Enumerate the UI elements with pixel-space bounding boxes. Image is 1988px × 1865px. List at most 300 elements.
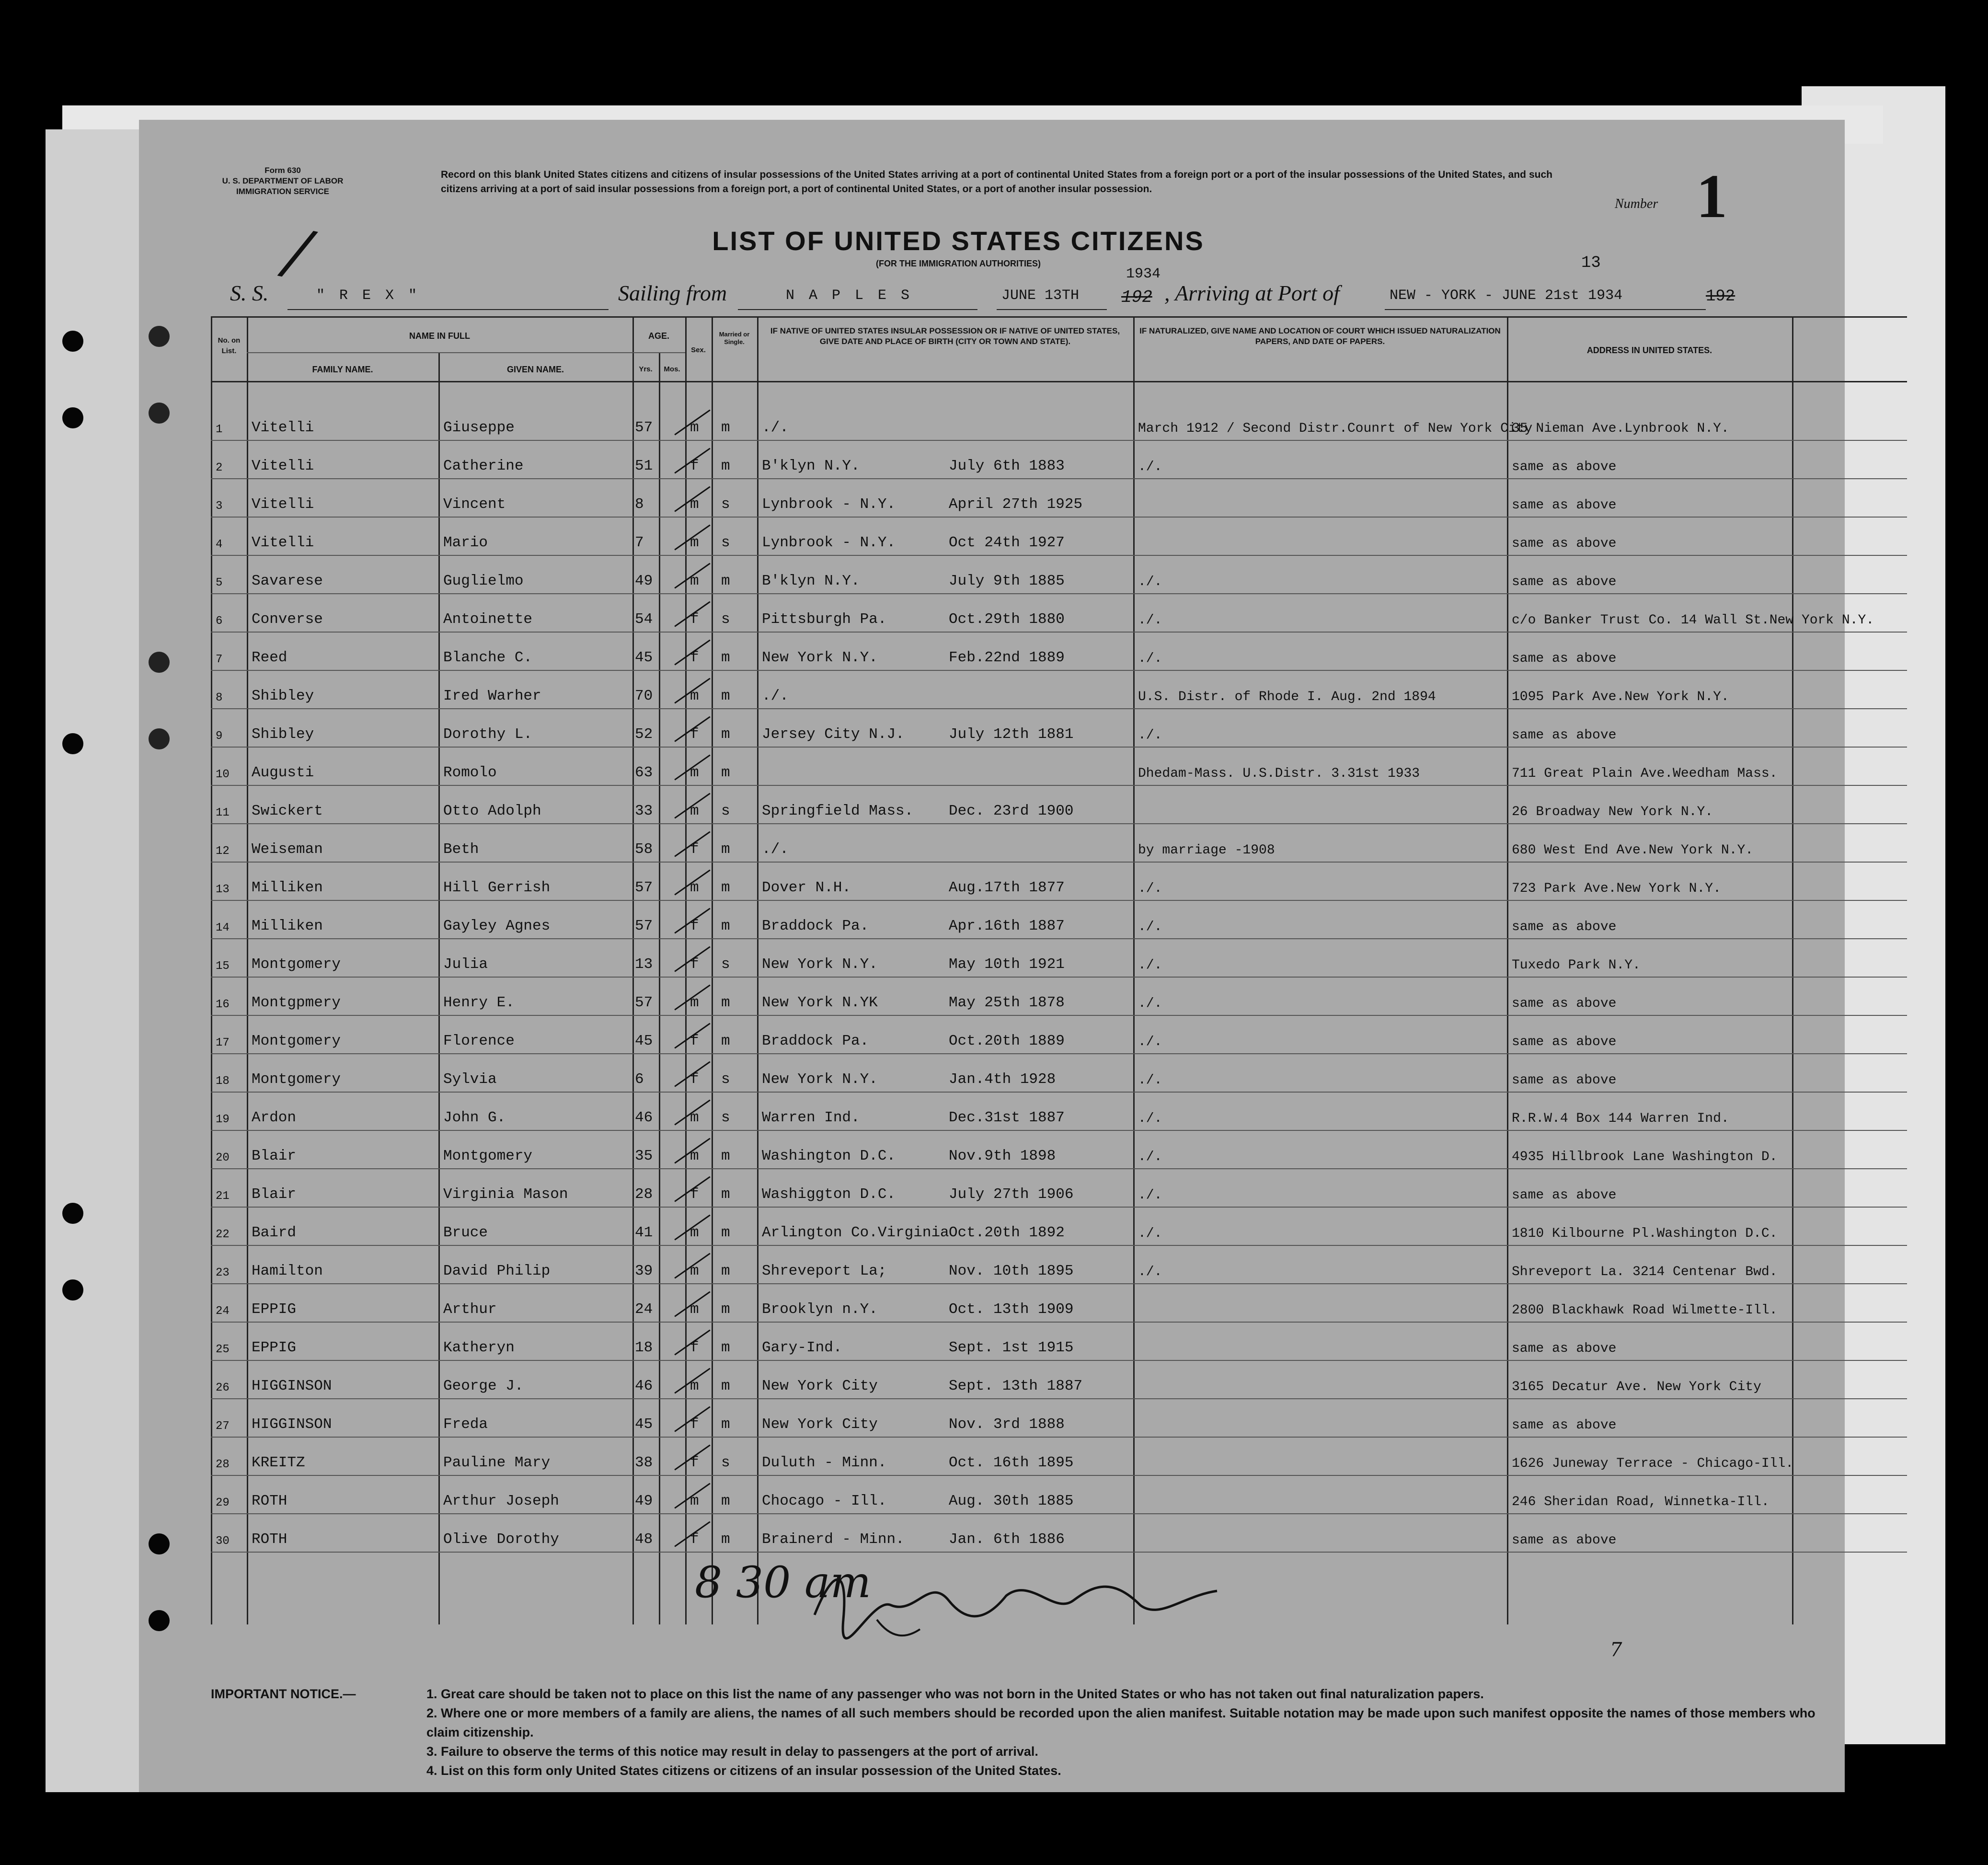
family-name: HIGGINSON	[252, 1416, 332, 1433]
age-years: 58	[635, 841, 653, 858]
table-row	[139, 786, 1835, 824]
given-name: Virginia Mason	[443, 1186, 568, 1203]
marital-status: s	[721, 611, 730, 628]
address: same as above	[1512, 1035, 1617, 1049]
birth-date: Oct. 16th 1895	[949, 1454, 1074, 1471]
important-notice: IMPORTANT NOTICE.— 1. Great care should be taken not to place on this list the name of any passenger who was not born in the United States or who has not taken out final naturalization papers. 2. Where one or more members of a family are aliens, the names of all such members should be recorded upon the alien manifest. Suitable notation may be made upon such manifest opposite the names of those members who claim citizenship. 3. Failure to observe the terms of this notice may result in delay to passengers at the port of arrival. 4. List on this form only United States citizens or citizens of an insular possession of the United States.	[211, 1684, 1840, 1780]
punch-hole	[62, 407, 83, 428]
given-name: Mario	[443, 534, 488, 551]
marital-status: m	[721, 419, 730, 436]
age-years: 46	[635, 1109, 653, 1126]
name-subheader-rule	[247, 352, 632, 353]
age-years: 45	[635, 1416, 653, 1433]
address: same as above	[1512, 1073, 1617, 1088]
table-row	[139, 556, 1835, 594]
marital-status: s	[721, 496, 730, 513]
sex: m	[690, 1148, 699, 1164]
given-name: Arthur	[443, 1301, 497, 1318]
punch-hole	[62, 1203, 83, 1224]
age-years: 51	[635, 458, 653, 474]
sex: m	[690, 534, 699, 551]
page-title: LIST OF UNITED STATES CITIZENS	[712, 226, 1205, 256]
given-name: Romolo	[443, 764, 497, 781]
given-name: Katheryn	[443, 1339, 515, 1356]
corner-mark: /	[280, 214, 316, 290]
row-number: 7	[216, 653, 223, 666]
birth-place: Springfield Mass.	[762, 803, 914, 819]
birth-place: ./.	[762, 419, 789, 436]
marital-status: m	[721, 458, 730, 474]
sex: m	[690, 1263, 699, 1279]
table-row	[139, 1093, 1835, 1131]
sex: m	[690, 879, 699, 896]
naturalization-court: ./.	[1138, 1188, 1162, 1203]
family-name: Swickert	[252, 803, 323, 819]
birth-place: New York N.YK	[762, 994, 878, 1011]
sex: f	[690, 1339, 699, 1356]
ship-underline	[287, 309, 609, 310]
sex: f	[690, 611, 699, 628]
marital-status: s	[721, 1071, 730, 1088]
sex: m	[690, 1493, 699, 1509]
age-years: 39	[635, 1263, 653, 1279]
birth-place: Shreveport La;	[762, 1263, 887, 1279]
handwritten-time: 8 30 am	[695, 1557, 871, 1608]
address: 723 Park Ave.New York N.Y.	[1512, 881, 1721, 896]
row-number: 26	[216, 1381, 230, 1394]
table-row	[139, 1399, 1835, 1438]
address: 26 Broadway New York N.Y.	[1512, 805, 1713, 819]
row-number: 20	[216, 1151, 230, 1164]
marital-status: m	[721, 649, 730, 666]
sailing-date: JUNE 13TH	[1001, 288, 1080, 304]
birth-date: Sept. 1st 1915	[949, 1339, 1074, 1356]
birth-place: Washington D.C.	[762, 1148, 896, 1164]
birth-place: New York N.Y.	[762, 649, 878, 666]
department-name: U. S. DEPARTMENT OF LABOR	[222, 176, 344, 185]
birth-date: Nov. 3rd 1888	[949, 1416, 1065, 1433]
address: R.R.W.4 Box 144 Warren Ind.	[1512, 1111, 1729, 1126]
address: same as above	[1512, 460, 1617, 474]
age-years: 63	[635, 764, 653, 781]
birth-date: July 6th 1883	[949, 458, 1065, 474]
binding-margin	[46, 129, 139, 1792]
table-row	[139, 748, 1835, 786]
port-from-underline	[738, 309, 977, 310]
age-years: 46	[635, 1378, 653, 1394]
birth-date: Nov.9th 1898	[949, 1148, 1056, 1164]
sex: m	[690, 419, 699, 436]
sex: f	[690, 1033, 699, 1049]
birth-place: Jersey City N.J.	[762, 726, 905, 743]
punch-hole	[62, 331, 83, 352]
row-number: 27	[216, 1420, 230, 1433]
sex: f	[690, 649, 699, 666]
table-row	[139, 863, 1835, 901]
marital-status: m	[721, 726, 730, 743]
address: 711 Great Plain Ave.Weedham Mass.	[1512, 766, 1778, 781]
marital-status: m	[721, 1339, 730, 1356]
row-number: 6	[216, 615, 223, 628]
table-row	[139, 671, 1835, 709]
birth-date: Dec. 23rd 1900	[949, 803, 1074, 819]
given-name: Hill Gerrish	[443, 879, 551, 896]
naturalization-court: ./.	[1138, 1265, 1162, 1279]
naturalization-court: ./.	[1138, 728, 1162, 743]
sex: m	[690, 1224, 699, 1241]
row-number: 13	[216, 883, 230, 896]
birth-place: B'klyn N.Y.	[762, 458, 860, 474]
naturalization-court: ./.	[1138, 920, 1162, 934]
row-number: 24	[216, 1305, 230, 1318]
birth-date: July 12th 1881	[949, 726, 1074, 743]
naturalization-court: ./.	[1138, 881, 1162, 896]
sex: f	[690, 841, 699, 858]
passenger-table	[139, 316, 1874, 1634]
marital-status: m	[721, 688, 730, 704]
year-printed: 192	[1121, 288, 1152, 307]
family-name: Montgomery	[252, 956, 341, 973]
row-number: 21	[216, 1190, 230, 1203]
marital-status: m	[721, 764, 730, 781]
birth-date: July 27th 1906	[949, 1186, 1074, 1203]
given-name: Beth	[443, 841, 479, 858]
address: c/o Banker Trust Co. 14 Wall St.New York N.Y.	[1512, 613, 1874, 628]
form-number: Form 630	[264, 166, 301, 175]
family-name: Vitelli	[252, 458, 314, 474]
naturalization-court: ./.	[1138, 996, 1162, 1011]
family-name: Blair	[252, 1148, 297, 1164]
row-number: 19	[216, 1113, 230, 1126]
sex: f	[690, 1531, 699, 1548]
notice-heading: IMPORTANT NOTICE.	[211, 1687, 343, 1701]
sex: f	[690, 1186, 699, 1203]
address: 3165 Decatur Ave. New York City	[1512, 1380, 1761, 1394]
given-name: Blanche C.	[443, 649, 533, 666]
marital-status: m	[721, 1531, 730, 1548]
sex: m	[690, 573, 699, 589]
birth-date: July 9th 1885	[949, 573, 1065, 589]
table-row	[139, 1131, 1835, 1169]
sex: m	[690, 803, 699, 819]
row-number: 4	[216, 538, 223, 551]
col-header-sex: Sex.	[691, 346, 706, 354]
age-years: 45	[635, 1033, 653, 1049]
page-mark: 13	[1581, 254, 1601, 272]
naturalization-court: ./.	[1138, 1073, 1162, 1088]
table-row	[139, 441, 1835, 479]
col-header-birth: IF NATIVE OF UNITED STATES INSULAR POSSESSION OR IF NATIVE OF UNITED STATES, GIVE DATE AND PLACE OF BIRTH (CITY OR TOWN AND STATE).	[770, 326, 1120, 346]
col-header-naturalized: IF NATURALIZED, GIVE NAME AND LOCATION OF COURT WHICH ISSUED NATURALIZATION PAPERS, AND DATE OF PAPERS.	[1139, 326, 1501, 346]
naturalization-court: ./.	[1138, 651, 1162, 666]
punch-hole	[62, 1279, 83, 1301]
table-row	[139, 978, 1835, 1016]
family-name: Milliken	[252, 879, 323, 896]
marital-status: s	[721, 803, 730, 819]
given-name: Catherine	[443, 458, 524, 474]
birth-date: Feb.22nd 1889	[949, 649, 1065, 666]
birth-place: B'klyn N.Y.	[762, 573, 860, 589]
col-header-no: No. on List.	[218, 336, 241, 355]
row-number: 9	[216, 730, 223, 743]
birth-place: Braddock Pa.	[762, 918, 869, 934]
age-years: 54	[635, 611, 653, 628]
naturalization-court: March 1912 / Second Distr.Counrt of New York City	[1138, 421, 1533, 436]
given-name: Antoinette	[443, 611, 533, 628]
row-number: 15	[216, 960, 230, 973]
row-number: 3	[216, 500, 223, 513]
sex: f	[690, 956, 699, 973]
table-row	[139, 403, 1835, 441]
family-name: Augusti	[252, 764, 314, 781]
age-years: 48	[635, 1531, 653, 1548]
address: 35 Nieman Ave.Lynbrook N.Y.	[1512, 421, 1729, 436]
marital-status: m	[721, 879, 730, 896]
given-name: Bruce	[443, 1224, 488, 1241]
col-header-family: FAMILY NAME.	[312, 365, 373, 374]
header-bottom-rule	[211, 381, 1907, 382]
age-years: 41	[635, 1224, 653, 1241]
given-name: Dorothy L.	[443, 726, 533, 743]
age-years: 57	[635, 994, 653, 1011]
family-name: KREITZ	[252, 1454, 305, 1471]
sex: f	[690, 1416, 699, 1433]
birth-place: Braddock Pa.	[762, 1033, 869, 1049]
family-name: Reed	[252, 649, 287, 666]
birth-place: New York City	[762, 1378, 878, 1394]
birth-date: Sept. 13th 1887	[949, 1378, 1083, 1394]
port-from: N A P L E S	[786, 288, 913, 304]
address: same as above	[1512, 575, 1617, 589]
col-header-name: NAME IN FULL	[409, 331, 470, 341]
row-number: 25	[216, 1343, 230, 1356]
family-name: Montgomery	[252, 1033, 341, 1049]
given-name: Henry E.	[443, 994, 515, 1011]
table-row	[139, 824, 1835, 863]
marital-status: s	[721, 956, 730, 973]
row-number: 12	[216, 845, 230, 858]
given-name: Freda	[443, 1416, 488, 1433]
row-number: 30	[216, 1535, 230, 1548]
table-row	[139, 1054, 1835, 1093]
age-years: 70	[635, 688, 653, 704]
given-name: Julia	[443, 956, 488, 973]
table-row	[139, 1208, 1835, 1246]
address: same as above	[1512, 1341, 1617, 1356]
family-name: Shibley	[252, 726, 314, 743]
row-number: 2	[216, 461, 223, 474]
family-name: Vitelli	[252, 419, 314, 436]
sailing-label: Sailing from	[618, 281, 727, 305]
birth-date: Oct 24th 1927	[949, 534, 1065, 551]
birth-place: ./.	[762, 841, 789, 858]
marital-status: m	[721, 1378, 730, 1394]
family-name: EPPIG	[252, 1339, 297, 1356]
table-row	[139, 1438, 1835, 1476]
birth-date: Dec.31st 1887	[949, 1109, 1065, 1126]
age-years: 57	[635, 918, 653, 934]
sex: m	[690, 994, 699, 1011]
given-name: Otto Adolph	[443, 803, 541, 819]
list-number: 1	[1696, 162, 1727, 231]
given-name: George J.	[443, 1378, 524, 1394]
table-row	[139, 594, 1874, 633]
birth-date: Oct.20th 1889	[949, 1033, 1065, 1049]
col-header-mos: Mos.	[664, 365, 680, 373]
row-number: 10	[216, 768, 230, 781]
address: 1626 Juneway Terrace - Chicago-Ill.	[1512, 1456, 1794, 1471]
col-header-yrs: Yrs.	[639, 365, 653, 373]
age-years: 52	[635, 726, 653, 743]
marital-status: m	[721, 841, 730, 858]
birth-date: Jan.4th 1928	[949, 1071, 1056, 1088]
address: same as above	[1512, 920, 1617, 934]
given-name: Montgomery	[443, 1148, 533, 1164]
sex: m	[690, 688, 699, 704]
address: same as above	[1512, 1418, 1617, 1433]
naturalization-court: ./.	[1138, 613, 1162, 628]
naturalization-court: ./.	[1138, 1150, 1162, 1164]
birth-place: New York N.Y.	[762, 1071, 878, 1088]
row-number: 5	[216, 576, 223, 589]
marital-status: m	[721, 1186, 730, 1203]
birth-date: May 10th 1921	[949, 956, 1065, 973]
given-name: Olive Dorothy	[443, 1531, 559, 1548]
birth-place: Brainerd - Minn.	[762, 1531, 905, 1548]
row-number: 23	[216, 1266, 230, 1279]
age-years: 33	[635, 803, 653, 819]
marital-status: m	[721, 1033, 730, 1049]
birth-date: Apr.16th 1887	[949, 918, 1065, 934]
year-written: 1934	[1126, 266, 1161, 282]
birth-place: Lynbrook - N.Y.	[762, 534, 896, 551]
birth-date: Aug. 30th 1885	[949, 1493, 1074, 1509]
address: 1095 Park Ave.New York N.Y.	[1512, 690, 1729, 704]
given-name: Guglielmo	[443, 573, 524, 589]
address: same as above	[1512, 536, 1617, 551]
family-name: Vitelli	[252, 496, 314, 513]
row-number: 29	[216, 1497, 230, 1509]
table-row	[139, 1246, 1835, 1284]
col-header-age: AGE.	[648, 331, 669, 341]
sex: m	[690, 1301, 699, 1318]
row-number: 16	[216, 998, 230, 1011]
sex: f	[690, 458, 699, 474]
family-name: Weiseman	[252, 841, 323, 858]
address: 1810 Kilbourne Pl.Washington D.C.	[1512, 1226, 1778, 1241]
table-row	[139, 1323, 1835, 1361]
marital-status: s	[721, 1454, 730, 1471]
family-name: Montgomery	[252, 1071, 341, 1088]
address: same as above	[1512, 498, 1617, 513]
address: 2800 Blackhawk Road Wilmette-Ill.	[1512, 1303, 1778, 1318]
birth-date: Oct. 13th 1909	[949, 1301, 1074, 1318]
sex: f	[690, 1454, 699, 1471]
family-name: ROTH	[252, 1531, 287, 1548]
family-name: ROTH	[252, 1493, 287, 1509]
age-years: 18	[635, 1339, 653, 1356]
footer-mark: 7	[1610, 1639, 1622, 1661]
notice-item: 2. Where one or more members of a family are aliens, the names of all such members should be recorded upon the alien manifest. Suitable notation may be made upon such manifest opposite the names of those members who claim citizenship.	[426, 1706, 1816, 1739]
address: Shreveport La. 3214 Centenar Bwd.	[1512, 1265, 1778, 1279]
naturalization-court: ./.	[1138, 1226, 1162, 1241]
birth-date: Oct.29th 1880	[949, 611, 1065, 628]
marital-status: m	[721, 1148, 730, 1164]
marital-status: m	[721, 1263, 730, 1279]
given-name: Arthur Joseph	[443, 1493, 559, 1509]
marital-status: s	[721, 1109, 730, 1126]
family-name: Ardon	[252, 1109, 297, 1126]
birth-place: Lynbrook - N.Y.	[762, 496, 896, 513]
notice-item: 4. List on this form only United States citizens or citizens of an insular possession of the United States.	[426, 1763, 1061, 1778]
marital-status: m	[721, 1416, 730, 1433]
birth-place: ./.	[762, 688, 789, 704]
birth-place: Dover N.H.	[762, 879, 851, 896]
table-row	[139, 479, 1835, 518]
port-to: NEW - YORK - JUNE 21st 1934	[1390, 288, 1623, 304]
age-years: 38	[635, 1454, 653, 1471]
punch-hole	[62, 733, 83, 754]
birth-date: Aug.17th 1877	[949, 879, 1065, 896]
birth-place: Chocago - Ill.	[762, 1493, 887, 1509]
sex: m	[690, 496, 699, 513]
family-name: Blair	[252, 1186, 297, 1203]
family-name: Savarese	[252, 573, 323, 589]
naturalization-court: ./.	[1138, 1111, 1162, 1126]
naturalization-court: ./.	[1138, 1035, 1162, 1049]
row-number: 14	[216, 921, 230, 934]
age-years: 13	[635, 956, 653, 973]
year-end: 192	[1706, 288, 1735, 306]
birth-place: Arlington Co.Virginia	[762, 1224, 949, 1241]
given-name: Vincent	[443, 496, 506, 513]
marital-status: s	[721, 534, 730, 551]
age-years: 57	[635, 419, 653, 436]
naturalization-court: by marriage -1908	[1138, 843, 1275, 858]
marital-status: m	[721, 1224, 730, 1241]
birth-date: Oct.20th 1892	[949, 1224, 1065, 1241]
address: 680 West End Ave.New York N.Y.	[1512, 843, 1754, 858]
table-row	[139, 939, 1835, 978]
age-years: 57	[635, 879, 653, 896]
given-name: David Philip	[443, 1263, 551, 1279]
table-row	[139, 1514, 1835, 1553]
table-row	[139, 709, 1835, 748]
ship-name: " R E X "	[316, 288, 420, 304]
given-name: Gayley Agnes	[443, 918, 551, 934]
table-top-rule	[211, 316, 1907, 318]
age-years: 24	[635, 1301, 653, 1318]
family-name: Milliken	[252, 918, 323, 934]
age-years: 49	[635, 1493, 653, 1509]
family-name: Baird	[252, 1224, 297, 1241]
form-identifier	[187, 165, 379, 197]
birth-place: Washiggton D.C.	[762, 1186, 896, 1203]
table-row	[139, 518, 1835, 556]
family-name: Montgpmery	[252, 994, 341, 1011]
given-name: Ired Warher	[443, 688, 541, 704]
address: same as above	[1512, 1533, 1617, 1548]
naturalization-court: ./.	[1138, 460, 1162, 474]
birth-place: Duluth - Minn.	[762, 1454, 887, 1471]
sex: m	[690, 764, 699, 781]
marital-status: m	[721, 918, 730, 934]
col-header-address: ADDRESS IN UNITED STATES.	[1586, 345, 1712, 355]
address: 246 Sheridan Road, Winnetka-Ill.	[1512, 1495, 1770, 1509]
number-label: Number	[1615, 196, 1658, 211]
inspector-signature	[805, 1548, 1236, 1644]
birth-place: New York N.Y.	[762, 956, 878, 973]
